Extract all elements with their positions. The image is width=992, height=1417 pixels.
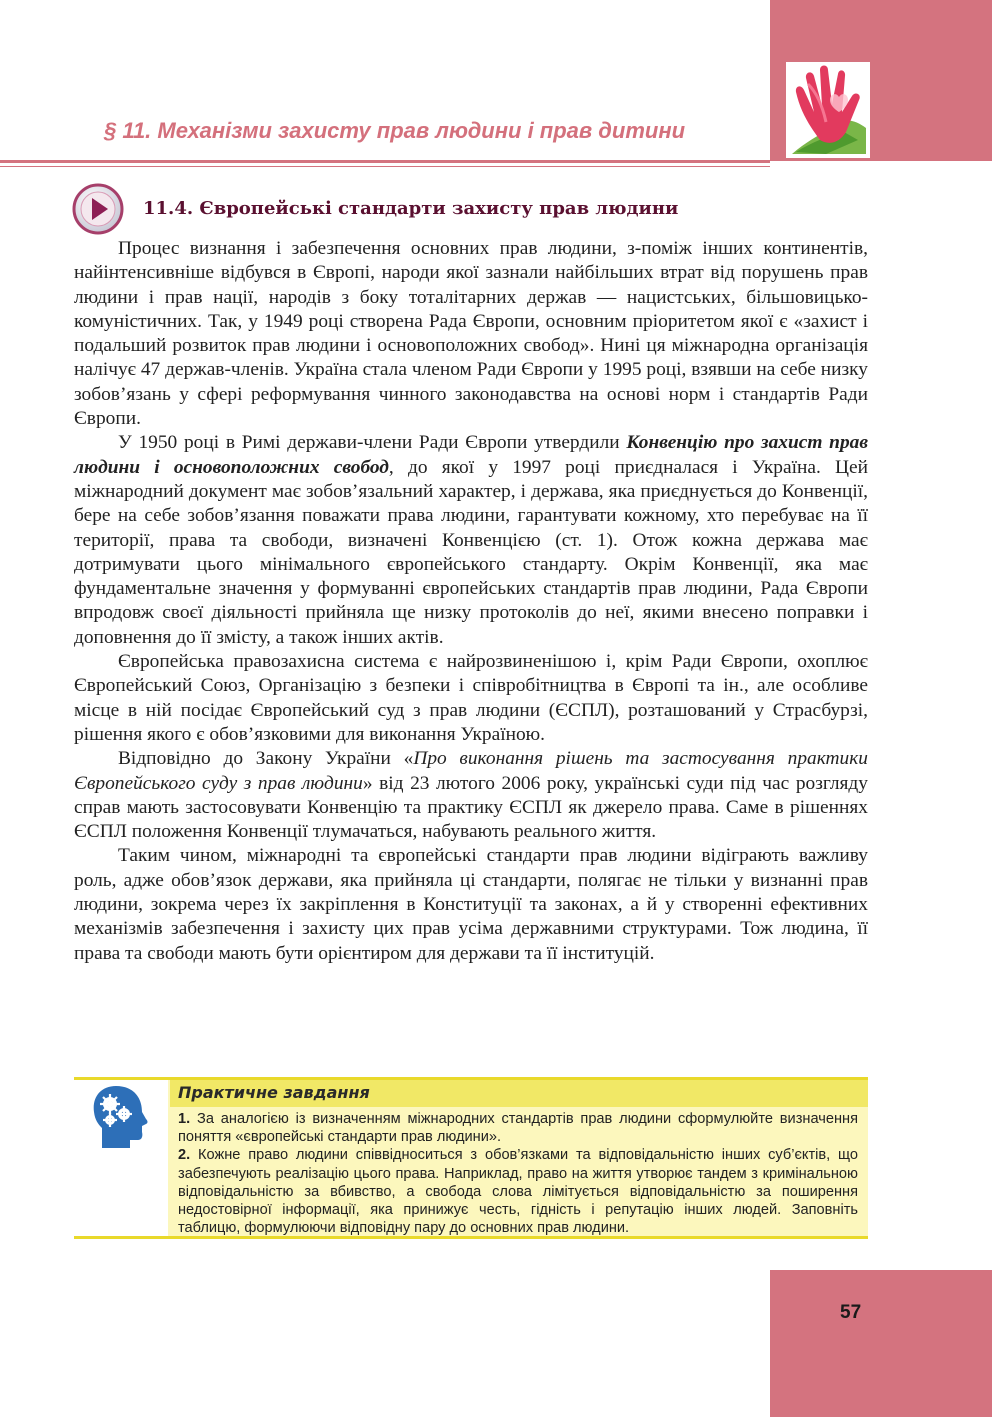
paragraph-3: Європейська правозахисна система є найрозвиненішою і, крім Ради Європи, охоплює Європейський Союз, Організацію з безпеки і співробітництва в Європі та ін., але особливе місце в ній посідає Європейський суд з прав людини (ЄСПЛ), розташований у Страсбурзі, рішення якого є обов’язковими для виконання Україною. [74, 651, 868, 745]
task-icon-area [74, 1080, 168, 1236]
play-icon [72, 183, 124, 235]
footer-accent-band [770, 1270, 992, 1417]
header-divider-thin [0, 166, 770, 167]
header-divider [0, 160, 770, 163]
paragraph-1: Процес визнання і забезпечення основних прав людини, з-поміж інших континентів, найінтенсивніше відбувся в Європі, народи якої зазнали найбільших втрат від порушень прав людини і прав нації, народів з боку тоталітарних держав — нацистських, більшовицько-комуністичних. Так, у 1949 році створена Рада Європи, основним пріоритетом якої є «захист і подальший розвиток прав людини і основоположних свобод». Нині ця міжнародна організація налічує 47 держав-членів. Україна стала членом Ради Європи у 1995 році, взявши на себе низку зобов’язань у сфері реформування чинного законодавства на основі норм і стандартів Ради Європи. [74, 238, 868, 430]
law-title: Про виконання рішень та застосування практики Європейського суду з прав людини [74, 748, 868, 794]
task-title: Практичне завдання [178, 1083, 370, 1102]
practical-task-box [74, 1077, 868, 1239]
task-item-2: 2. Кожне право людини співвідноситься з обов’язками та відповідальністю інших суб’єктів, що забезпечують реалізацію цього права. Наприклад, право на життя утворює тандем з кримінальною відповідальністю за вбивство, а свобода слова лімітується відповідальністю за поширення недостовірної інформації, яка принижує честь, гідність і репутацію інших людей. Заповніть таблицю, формулюючи відповідну пару до основних прав людини. [178, 1147, 858, 1237]
main-text [74, 237, 868, 966]
paragraph-5: Таким чином, міжнародні та європейські стандарти прав людини відіграють важливу роль, адже обов’язок держави, яка прийняла ці стандарти, полягає не тільки у визнанні прав людини, зокрема через їх закріплення в Конституції та законах, а й у створенні ефективних механізмів забезпечення і захисту цих прав усіма державними структурами. Тож людина, її права та свободи мають бути орієнтиром для держави та її інституцій. [74, 845, 868, 964]
chapter-title: § 11. Механізми захисту прав людини і прав дитини [104, 118, 686, 143]
chapter-logo [786, 62, 870, 158]
hand-heart-icon [786, 62, 870, 158]
task-items [178, 1110, 858, 1237]
paragraph-4: Відповідно до Закону України «Про виконання рішень та застосування практики Європейського суду з прав людини» від 23 лютого 2006 року, українські суди під час розгляду справ мають застосовувати Конвенцію та практику ЄСПЛ як джерело права. Саме в рішеннях ЄСПЛ положення Конвенції тлумачаться, набувають реального життя. [74, 748, 868, 843]
paragraph-2: У 1950 році в Римі держави-члени Ради Європи утвердили Конвенцію про захист прав людини і основоположних свобод, до якої у 1997 році приєдналася і Україна. Цей міжнародний документ має зобов’язальний характер, і держава, яка приєднується до Конвенції, бере на себе зобов’язання поважати права людини, гарантувати кожному, хто перебуває на її території, права та свободи, визначені Конвенцією (ст. 1). Отож кожна держава має дотримувати цього мінімального європейського стандарту. Окрім Конвенції, яка має фундаментальне значення у формуванні європейських стандартів прав людини, Рада Європи впродовж своєї діяльності прийняла ще низку протоколів до неї, якими внесено поправки і доповнення до її змісту, а також інших актів. [74, 432, 868, 648]
convention-title: Конвенцію про захист прав людини і основоположних свобод [74, 432, 868, 478]
task-item-1: 1. За аналогією із визначенням міжнародних стандартів прав людини сформулюйте визначення поняття «європейські стандарти прав людини». [178, 1111, 858, 1146]
section-title: 11.4. Європейські стандарти захисту прав людини [143, 198, 679, 219]
head-gears-icon [88, 1084, 150, 1150]
page-number: 57 [840, 1302, 862, 1323]
